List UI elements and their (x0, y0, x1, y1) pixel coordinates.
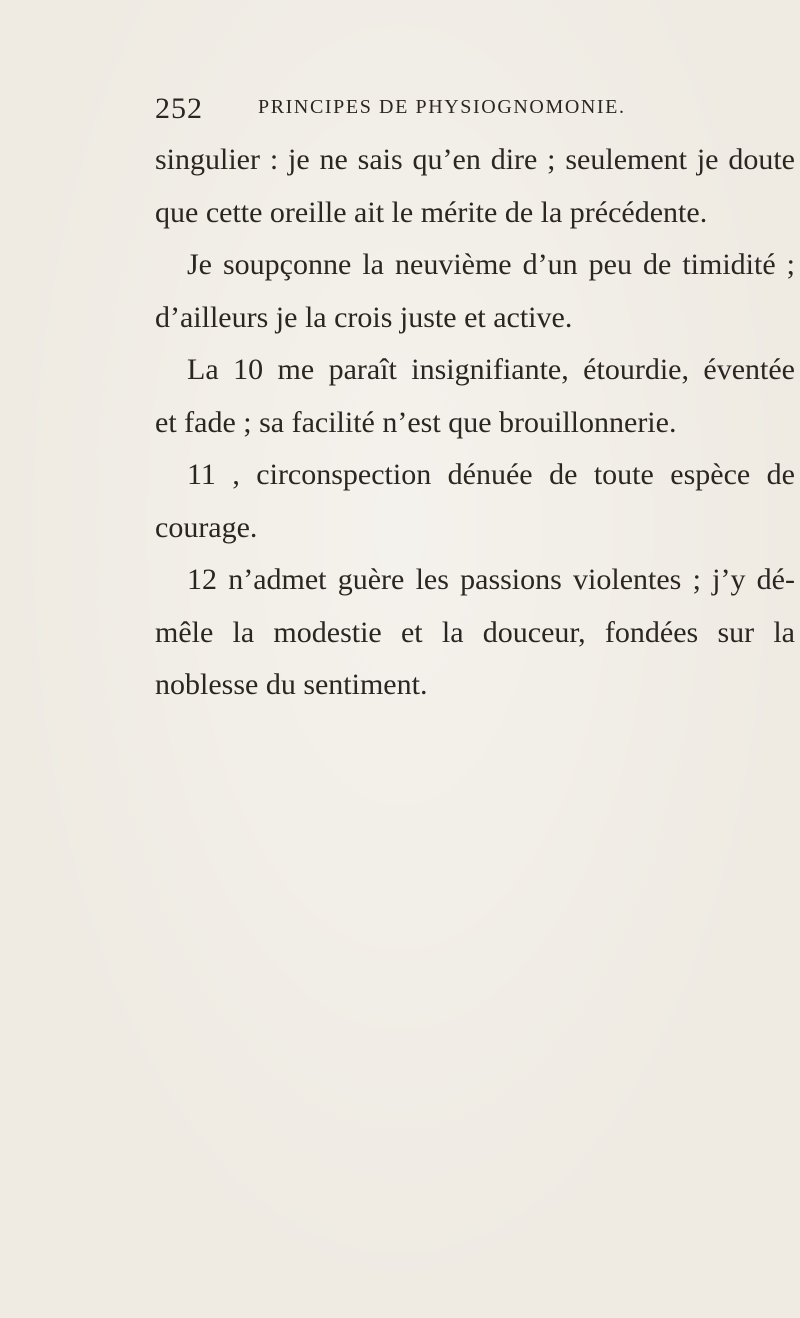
page-header (155, 92, 795, 126)
text-line: noblesse du sentiment. (155, 668, 428, 701)
text-line: d’ailleurs je la crois juste et active. (155, 300, 573, 334)
text-line: courage. (155, 510, 258, 544)
text-line: singulier : je ne sais qu’en dire ; seulement je doute (155, 143, 795, 176)
running-head: PRINCIPES DE PHYSIOGNOMONIE. (258, 96, 626, 118)
text-line: que cette oreille ait le mérite de la précédente. (155, 195, 708, 229)
text-line: Je soupçonne la neuvième d’un peu de timidité ; (187, 248, 795, 281)
body-text (155, 134, 795, 712)
text-line: La 10 me paraît insignifiante, étourdie, éventée (187, 353, 795, 386)
text-line: mêle la modestie et la douceur, fondées sur la (155, 615, 795, 649)
text-line: et fade ; sa facilité n’est que brouillonnerie. (155, 405, 677, 439)
page-number: 252 (155, 92, 203, 125)
text-line: 12 n’admet guère les passions violentes ; j’y dé- (187, 563, 795, 596)
text-line: 11 , circonspection dénuée de toute espèce de (187, 458, 795, 491)
